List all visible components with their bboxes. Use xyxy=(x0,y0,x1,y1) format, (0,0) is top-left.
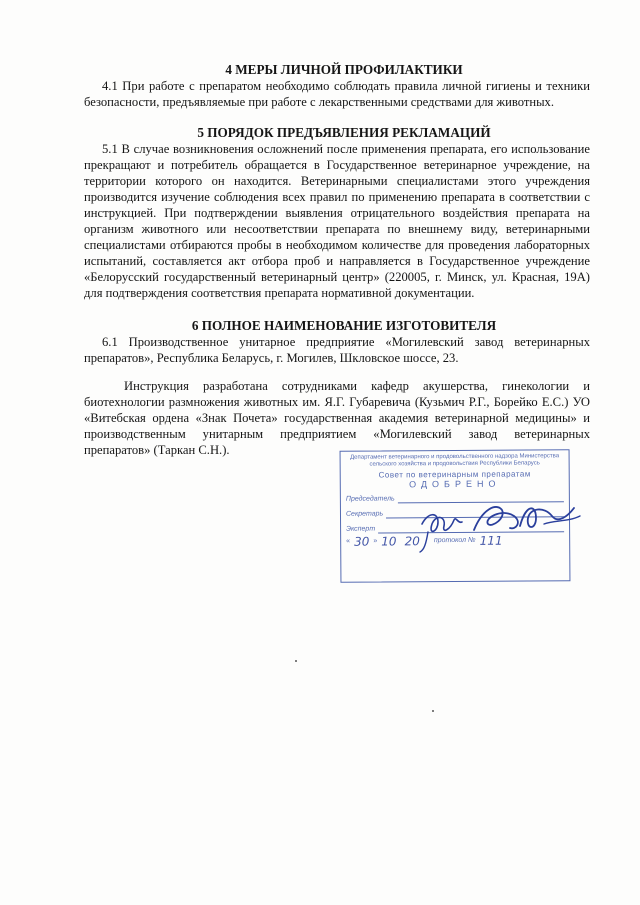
stamp-secretary-label: Секретарь xyxy=(345,510,384,518)
stamp-date-row: « 30 » 10 20 протокол № 111 xyxy=(346,533,503,549)
stamp-protocol-number: 111 xyxy=(479,533,503,548)
stamp-approved: ОДОБРЕНО xyxy=(409,478,501,490)
credits-paragraph: Инструкция разработана сотрудниками кафедр акушерства, гинекологии и биотехнологии размножения животных им. Я.Г. Губаревича (Кузьмич Р.Г., Борейко Е.С.) УО «Витебская ордена «Знак Почета» государственная академия ветеринарной медицины» и производственным унитарным предприятием «Могилевский завод ветеринарных препаратов» (Таркан С.Н.). xyxy=(84,379,590,457)
handwritten-signatures xyxy=(418,490,588,560)
scan-speck xyxy=(295,660,297,662)
stamp-date-year: 20 xyxy=(404,534,420,549)
section-6-paragraph: 6.1 Производственное унитарное предприятие «Могилевский завод ветеринарных препаратов», Республика Беларусь, г. Могилев, Шкловское шоссе, 23. xyxy=(84,335,590,365)
stamp-date-day: 30 xyxy=(354,534,370,549)
stamp-expert-label: Эксперт xyxy=(346,525,376,533)
section-5-paragraph: 5.1 В случае возникновения осложнений после применения препарата, его использование прекращают и потребитель обращается в Государственное ветеринарное учреждение, на территории которого он находится. Ветеринарными специалистами этого учреждения производится изучение соблюдения всех правил по применению препарата в соответствии с инструкцией. При подтверждении выявления отрицательного воздействия препарата на организм животного или несоответствии препарата по внешнему виду, ветеринарными специалистами отбираются пробы в необходимом количестве для проведения лабораторных испытаний, составляется акт отбора проб и направляется в Государственное учреждение «Белорусский государственный ветеринарный центр» (220005, г. Минск, ул. Красная, 19А) для подтверждения соответствия препарата нормативной документации. xyxy=(84,142,590,300)
stamp-protocol-label: протокол № xyxy=(433,536,476,545)
section-5-heading: 5 ПОРЯДОК ПРЕДЪЯВЛЕНИЯ РЕКЛАМАЦИЙ xyxy=(197,125,491,140)
section-6-heading: 6 ПОЛНОЕ НАИМЕНОВАНИЕ ИЗГОТОВИТЕЛЯ xyxy=(191,318,497,333)
stamp-date-month: 10 xyxy=(381,534,397,549)
stamp-council: Совет по ветеринарным препаратам xyxy=(378,469,531,480)
section-4-paragraph: 4.1 При работе с препаратом необходимо соблюдать правила личной гигиены и техники безопасности, предъявляемые при работе с лекарственными средствами для животных. xyxy=(84,79,590,109)
stamp-chair-label: Председатель xyxy=(345,495,395,503)
scan-speck xyxy=(432,710,434,712)
section-4-heading: 4 МЕРЫ ЛИЧНОЙ ПРОФИЛАКТИКИ xyxy=(225,62,463,77)
stamp-organization: Департамент ветеринарного и продовольственного надзора Министерства сельского хозяйства и продовольствия Республики Беларусь xyxy=(350,453,560,468)
